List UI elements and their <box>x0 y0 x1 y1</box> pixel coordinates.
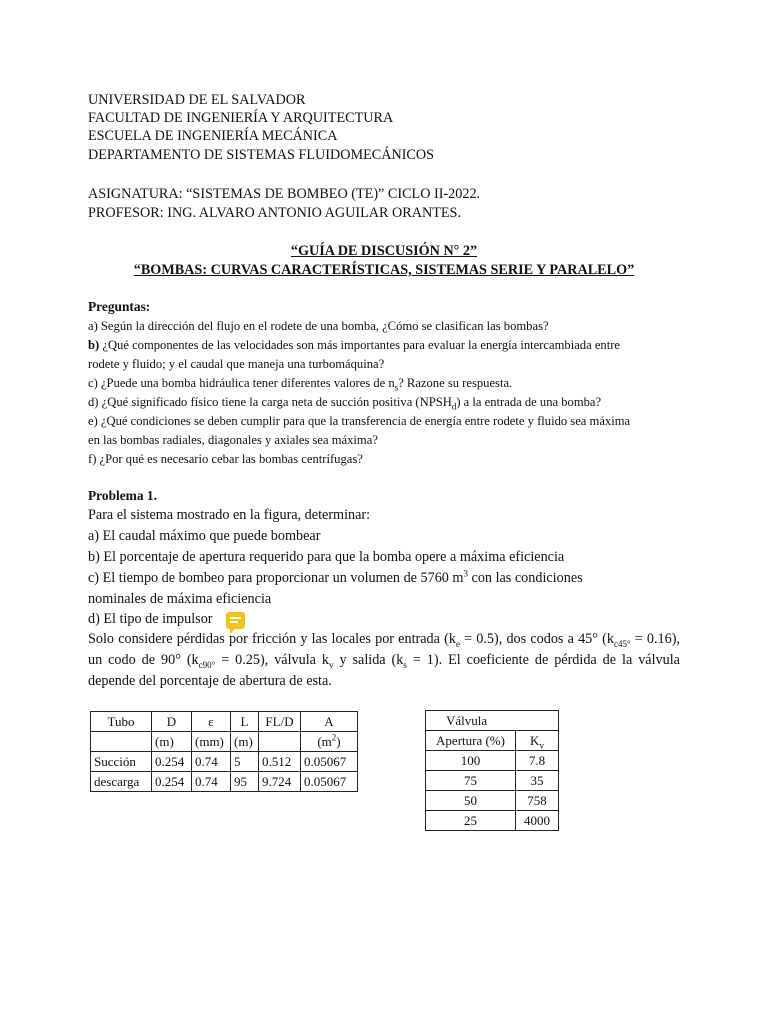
pipe-table-header: A <box>301 712 358 732</box>
losses-text: = 0.16), un codo de 90° (k <box>88 631 680 668</box>
table-row <box>426 811 559 831</box>
pipe-table-units-row <box>91 732 358 752</box>
pipe-table-cell: 0.74 <box>192 772 231 792</box>
department-name: DEPARTAMENTO DE SISTEMAS FLUIDOMECÁNICOS <box>88 147 435 163</box>
question-d <box>88 393 601 411</box>
question-c-text: c) ¿Puede una bomba hidráulica tener diferentes valores de n <box>88 376 395 390</box>
pipe-table-unit: (m) <box>231 732 259 752</box>
pipe-table-header-row <box>91 712 358 732</box>
table-row <box>426 791 559 811</box>
question-c-sub: s <box>394 382 399 393</box>
problem-item-c-text: c) El tiempo de bombeo para proporcionar un volumen de 5760 m <box>88 570 464 586</box>
valve-table-title: Válvula <box>426 711 559 731</box>
area-unit-exponent: 2 <box>331 732 337 743</box>
valve-table-header <box>516 731 559 751</box>
pipe-table-cell: 0.05067 <box>301 752 358 772</box>
question-b-line1 <box>88 336 620 354</box>
table-row <box>91 752 358 772</box>
problem-item-d: d) El tipo de impulsor <box>88 611 213 627</box>
valve-coef-sub: v <box>539 740 544 751</box>
comment-icon[interactable] <box>226 612 245 629</box>
pipe-table-cell: 9.724 <box>259 772 301 792</box>
pipe-table-unit: (mm) <box>192 732 231 752</box>
school-name: ESCUELA DE INGENIERÍA MECÁNICA <box>88 128 338 144</box>
losses-text: = 0.5), dos codos a 45° (k <box>459 631 614 647</box>
questions-heading: Preguntas: <box>88 299 151 314</box>
problem-item-c-line2: nominales de máxima eficiencia <box>88 591 272 607</box>
question-e-line1: e) ¿Qué condiciones se deben cumplir para que la transferencia de energía entre rodete y fluido sea máxima <box>88 414 631 428</box>
valve-table-cell: 4000 <box>516 811 559 831</box>
valve-coef-symbol: K <box>530 733 540 748</box>
valve-table-cell: 7.8 <box>516 751 559 771</box>
problem-item-b: b) El porcentaje de apertura requerido para que la bomba opere a máxima eficiencia <box>88 549 565 565</box>
question-e-line2: en las bombas radiales, diagonales y axiales sea máxima? <box>88 433 378 447</box>
problem-item-c <box>88 569 583 587</box>
valve-table-title-row <box>426 711 559 731</box>
pipe-table-cell: descarga <box>91 772 152 792</box>
area-unit-close: ) <box>336 734 341 749</box>
valve-table-cell: 25 <box>426 811 516 831</box>
losses-text: = 0.25), válvula k <box>215 652 330 668</box>
pipe-table-cell: 95 <box>231 772 259 792</box>
losses-sub: s <box>403 659 407 670</box>
pipe-table-header: ε <box>192 712 231 732</box>
pipe-table-unit <box>91 732 152 752</box>
question-b-line2: rodete y fluido; y el caudal que maneja una turbomáquina? <box>88 357 385 371</box>
question-f: f) ¿Por qué es necesario cebar las bombas centrífugas? <box>88 452 363 466</box>
pipe-table-unit <box>301 732 358 752</box>
valve-table-cell: 50 <box>426 791 516 811</box>
pipe-table-cell: 0.512 <box>259 752 301 772</box>
valve-table-header: Apertura (%) <box>426 731 516 751</box>
question-b-text: ¿Qué componentes de las velocidades son más importantes para evaluar la energía intercambiada entre <box>99 338 620 352</box>
question-d-sub: d <box>451 401 457 412</box>
table-row <box>91 772 358 792</box>
pipe-table-unit: (m) <box>152 732 192 752</box>
losses-sub: c90° <box>198 659 216 670</box>
question-c <box>88 374 512 392</box>
problem-item-c-sup: 3 <box>463 568 468 579</box>
valve-table-cell: 100 <box>426 751 516 771</box>
pipe-table-cell: 0.254 <box>152 752 192 772</box>
valve-table <box>425 710 559 831</box>
pipe-table-cell: 0.74 <box>192 752 231 772</box>
pipe-table-header: FL/D <box>259 712 301 732</box>
pipe-table-cell: 0.254 <box>152 772 192 792</box>
subject-line: ASIGNATURA: “SISTEMAS DE BOMBEO (TE)” CICLO II-2022. <box>88 186 481 202</box>
pipe-table-unit <box>259 732 301 752</box>
comment-icon-line <box>230 617 241 619</box>
pipe-table-header: L <box>231 712 259 732</box>
question-d-text: d) ¿Qué significado físico tiene la carga neta de succión positiva (NPSH <box>88 395 452 409</box>
valve-table-cell: 758 <box>516 791 559 811</box>
table-row <box>426 771 559 791</box>
losses-text: Solo considere pérdidas por fricción y las locales por entrada (k <box>88 631 456 647</box>
pipe-table-header: D <box>152 712 192 732</box>
problem-heading: Problema 1. <box>88 488 157 503</box>
question-b-label: b) <box>88 338 100 352</box>
problem-intro: Para el sistema mostrado en la figura, determinar: <box>88 507 371 523</box>
problem-item-c-tail: con las condiciones <box>467 570 583 586</box>
problem-item-a: a) El caudal máximo que puede bombear <box>88 528 321 544</box>
losses-text: = 1). El coeficiente de pérdida de la válvula depende del porcentaje de abertura de esta. <box>88 652 680 689</box>
professor-line: PROFESOR: ING. ALVARO ANTONIO AGUILAR ORANTES. <box>88 205 461 221</box>
losses-sub: v <box>329 659 334 670</box>
university-name: UNIVERSIDAD DE EL SALVADOR <box>88 92 306 108</box>
table-row <box>426 751 559 771</box>
guide-subtitle: “BOMBAS: CURVAS CARACTERÍSTICAS, SISTEMAS SERIE Y PARALELO” <box>133 262 635 278</box>
losses-sub: e <box>455 638 460 649</box>
area-unit: (m <box>317 734 332 749</box>
valve-table-header-row <box>426 731 559 751</box>
comment-icon-line <box>230 621 238 623</box>
valve-table-cell: 75 <box>426 771 516 791</box>
pipe-table-header: Tubo <box>91 712 152 732</box>
question-a: a) Según la dirección del flujo en el rodete de una bomba, ¿Cómo se clasifican las bombas? <box>88 319 549 333</box>
question-d-tail: ) a la entrada de una bomba? <box>456 395 602 409</box>
losses-paragraph <box>88 629 680 692</box>
losses-text: y salida (k <box>333 652 404 668</box>
valve-table-cell: 35 <box>516 771 559 791</box>
pipe-table-cell: 5 <box>231 752 259 772</box>
pipe-table-cell: Succión <box>91 752 152 772</box>
question-c-tail: ? Razone su respuesta. <box>398 376 513 390</box>
losses-sub: c45° <box>613 638 631 649</box>
pipe-table-cell: 0.05067 <box>301 772 358 792</box>
faculty-name: FACULTAD DE INGENIERÍA Y ARQUITECTURA <box>88 110 394 126</box>
pipe-table <box>90 711 358 792</box>
guide-title: “GUÍA DE DISCUSIÓN N° 2” <box>290 243 478 259</box>
